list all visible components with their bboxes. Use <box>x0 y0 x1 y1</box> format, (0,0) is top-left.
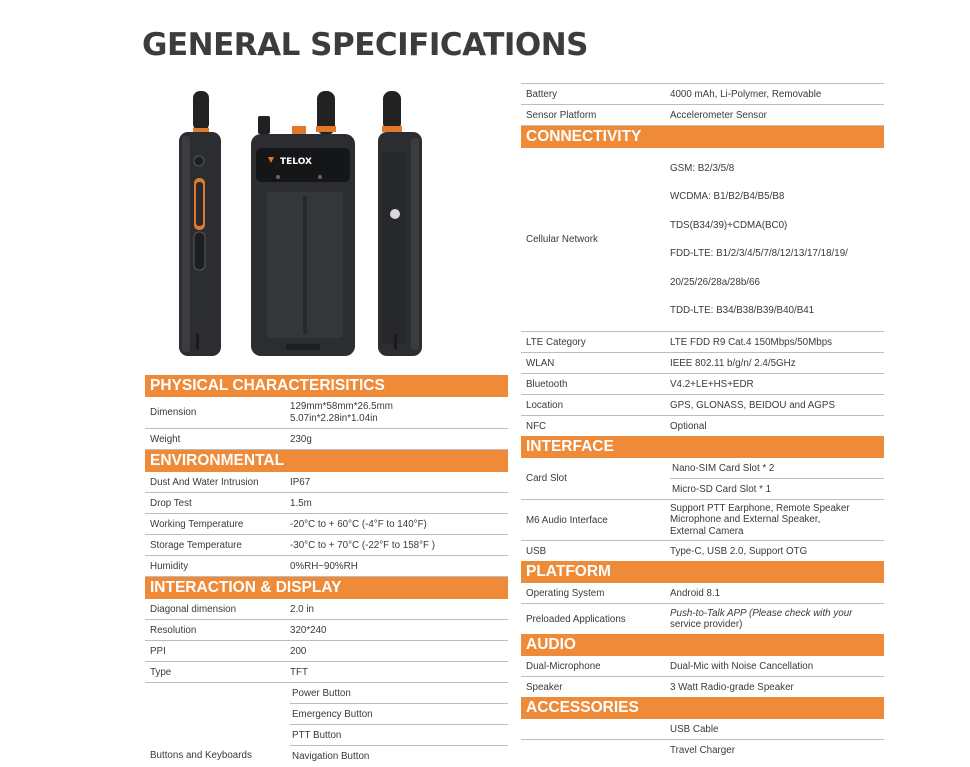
spec-row-speaker <box>521 677 884 697</box>
spec-label: Working Temperature <box>150 518 244 530</box>
spec-label: Preloaded Applications <box>526 613 626 625</box>
spec-row-usb <box>521 541 884 561</box>
spec-label: LTE Category <box>526 336 586 348</box>
spec-row-operating-system <box>521 583 884 604</box>
spec-label: Operating System <box>526 587 605 599</box>
spec-label: USB <box>526 545 547 557</box>
spec-row-weight <box>145 429 508 450</box>
product-image-radio <box>168 86 436 358</box>
platform-header: PLATFORM <box>521 561 884 583</box>
spec-label: Bluetooth <box>526 378 568 390</box>
spec-label: Drop Test <box>150 497 192 509</box>
spec-value: TDD-LTE: B34/B38/B39/B40/B41 <box>670 305 815 317</box>
spec-value: External Camera <box>670 525 744 537</box>
radio-front-view <box>251 91 355 356</box>
spec-value: Micro-SD Card Slot * 1 <box>672 483 772 495</box>
spec-row-dust-water <box>145 472 508 493</box>
spec-row-wlan <box>521 353 884 374</box>
connectivity-header: CONNECTIVITY <box>521 126 884 148</box>
spec-row-buttons-keyboards <box>145 683 508 767</box>
spec-label: Dual-Microphone <box>526 660 601 672</box>
spec-value: 230g <box>290 433 312 445</box>
spec-value: WCDMA: B1/B2/B4/B5/B8 <box>670 191 785 203</box>
spec-row-accessory <box>521 740 884 760</box>
spec-value: 3 Watt Radio-grade Speaker <box>670 681 794 693</box>
spec-row-preloaded-applications <box>521 604 884 634</box>
spec-label: Diagonal dimension <box>150 603 237 615</box>
spec-value: Navigation Button <box>292 750 370 762</box>
spec-value: Type-C, USB 2.0, Support OTG <box>670 545 808 557</box>
spec-row-location <box>521 395 884 416</box>
spec-row-card-slot <box>521 458 884 500</box>
right-spec-column <box>521 83 884 760</box>
accessories-header: ACCESSORIES <box>521 697 884 719</box>
spec-value: 1.5m <box>290 497 312 509</box>
spec-value: IP67 <box>290 476 311 488</box>
spec-value: -20°C to + 60°C (-4°F to 140°F) <box>290 518 427 530</box>
spec-label: Dust And Water Intrusion <box>150 476 259 488</box>
spec-value: Accelerometer Sensor <box>670 109 767 121</box>
spec-label: Resolution <box>150 624 197 636</box>
spec-value: Support PTT Earphone, Remote Speaker <box>670 502 850 514</box>
spec-row-battery <box>521 83 884 105</box>
spec-row-storage-temperature <box>145 535 508 556</box>
physical-characteristics-header: PHYSICAL CHARACTERISITICS <box>145 375 508 397</box>
spec-value: 200 <box>290 645 307 657</box>
spec-value: Nano-SIM Card Slot * 2 <box>670 458 884 479</box>
spec-value: 0%RH~90%RH <box>290 560 358 572</box>
spec-value: Microphone and External Speaker, <box>670 514 821 526</box>
spec-value: -30°C to + 70°C (-22°F to 158°F ) <box>290 539 435 551</box>
spec-value: USB Cable <box>670 723 719 735</box>
spec-value: TDS(B34/39)+CDMA(BC0) <box>670 219 788 231</box>
spec-row-accessory <box>521 719 884 740</box>
interface-header: INTERFACE <box>521 436 884 458</box>
spec-value: 320*240 <box>290 624 327 636</box>
spec-value: Travel Charger <box>670 744 735 756</box>
spec-label: Cellular Network <box>526 234 598 245</box>
spec-row-dual-microphone <box>521 656 884 677</box>
radio-left-side-view <box>179 91 221 356</box>
spec-row-dimension <box>145 397 508 429</box>
spec-row-resolution <box>145 620 508 641</box>
spec-row-humidity <box>145 556 508 577</box>
spec-value: GPS, GLONASS, BEIDOU and AGPS <box>670 399 835 411</box>
spec-value: service provider) <box>670 619 743 630</box>
spec-value: Dual-Mic with Noise Cancellation <box>670 660 814 672</box>
spec-value: Android 8.1 <box>670 587 721 599</box>
spec-label: Type <box>150 666 172 678</box>
spec-label: Battery <box>526 88 558 100</box>
spec-label: Dimension <box>150 407 197 418</box>
spec-value: 5.07in*2.28in*1.04in <box>290 412 378 424</box>
spec-value: Push-to-Talk APP (Please check with your <box>670 607 853 619</box>
spec-value: Emergency Button <box>290 704 508 725</box>
environmental-header: ENVIRONMENTAL <box>145 450 508 472</box>
spec-row-nfc <box>521 416 884 436</box>
spec-row-lte-category <box>521 332 884 353</box>
spec-row-cellular-network <box>521 148 884 332</box>
spec-label: Buttons and Keyboards <box>150 750 252 761</box>
spec-row-bluetooth <box>521 374 884 395</box>
spec-row-working-temperature <box>145 514 508 535</box>
spec-value: LTE FDD R9 Cat.4 150Mbps/50Mbps <box>670 336 833 348</box>
spec-row-type <box>145 662 508 683</box>
telox-logo: TELOX <box>280 157 312 167</box>
spec-value: GSM: B2/3/5/8 <box>670 162 735 174</box>
spec-row-sensor-platform <box>521 105 884 126</box>
spec-label: Weight <box>150 433 181 445</box>
spec-row-ppi <box>145 641 508 662</box>
spec-label: PPI <box>150 645 166 657</box>
spec-label: M6 Audio Interface <box>526 514 608 526</box>
page-title: GENERAL SPECIFICATIONS <box>142 27 589 63</box>
spec-value: 2.0 in <box>290 603 314 615</box>
spec-row-m6-audio-interface <box>521 500 884 541</box>
spec-value: Optional <box>670 420 707 432</box>
spec-value: 129mm*58mm*26.5mm <box>290 401 393 412</box>
spec-value: PTT Button <box>290 725 508 746</box>
spec-value: Power Button <box>290 683 508 704</box>
audio-header: AUDIO <box>521 634 884 656</box>
radio-right-side-view <box>378 91 422 356</box>
spec-label: NFC <box>526 420 547 432</box>
spec-value: FDD-LTE: B1/2/3/4/5/7/8/12/13/17/18/19/ <box>670 248 848 260</box>
spec-row-diagonal <box>145 599 508 620</box>
spec-value: V4.2+LE+HS+EDR <box>670 378 754 390</box>
interaction-display-header: INTERACTION & DISPLAY <box>145 577 508 599</box>
left-spec-column <box>145 375 508 767</box>
spec-value: IEEE 802.11 b/g/n/ 2.4/5GHz <box>670 357 796 369</box>
spec-value: TFT <box>290 666 308 678</box>
spec-label: Sensor Platform <box>526 109 597 121</box>
spec-row-drop-test <box>145 493 508 514</box>
spec-label: WLAN <box>526 357 555 369</box>
spec-value: 20/25/26/28a/28b/66 <box>670 276 760 288</box>
spec-value: 4000 mAh, Li-Polymer, Removable <box>670 88 822 100</box>
spec-label: Location <box>526 399 564 411</box>
spec-label: Speaker <box>526 681 563 693</box>
spec-label: Storage Temperature <box>150 539 242 551</box>
spec-label: Humidity <box>150 560 189 572</box>
spec-label: Card Slot <box>526 473 567 484</box>
